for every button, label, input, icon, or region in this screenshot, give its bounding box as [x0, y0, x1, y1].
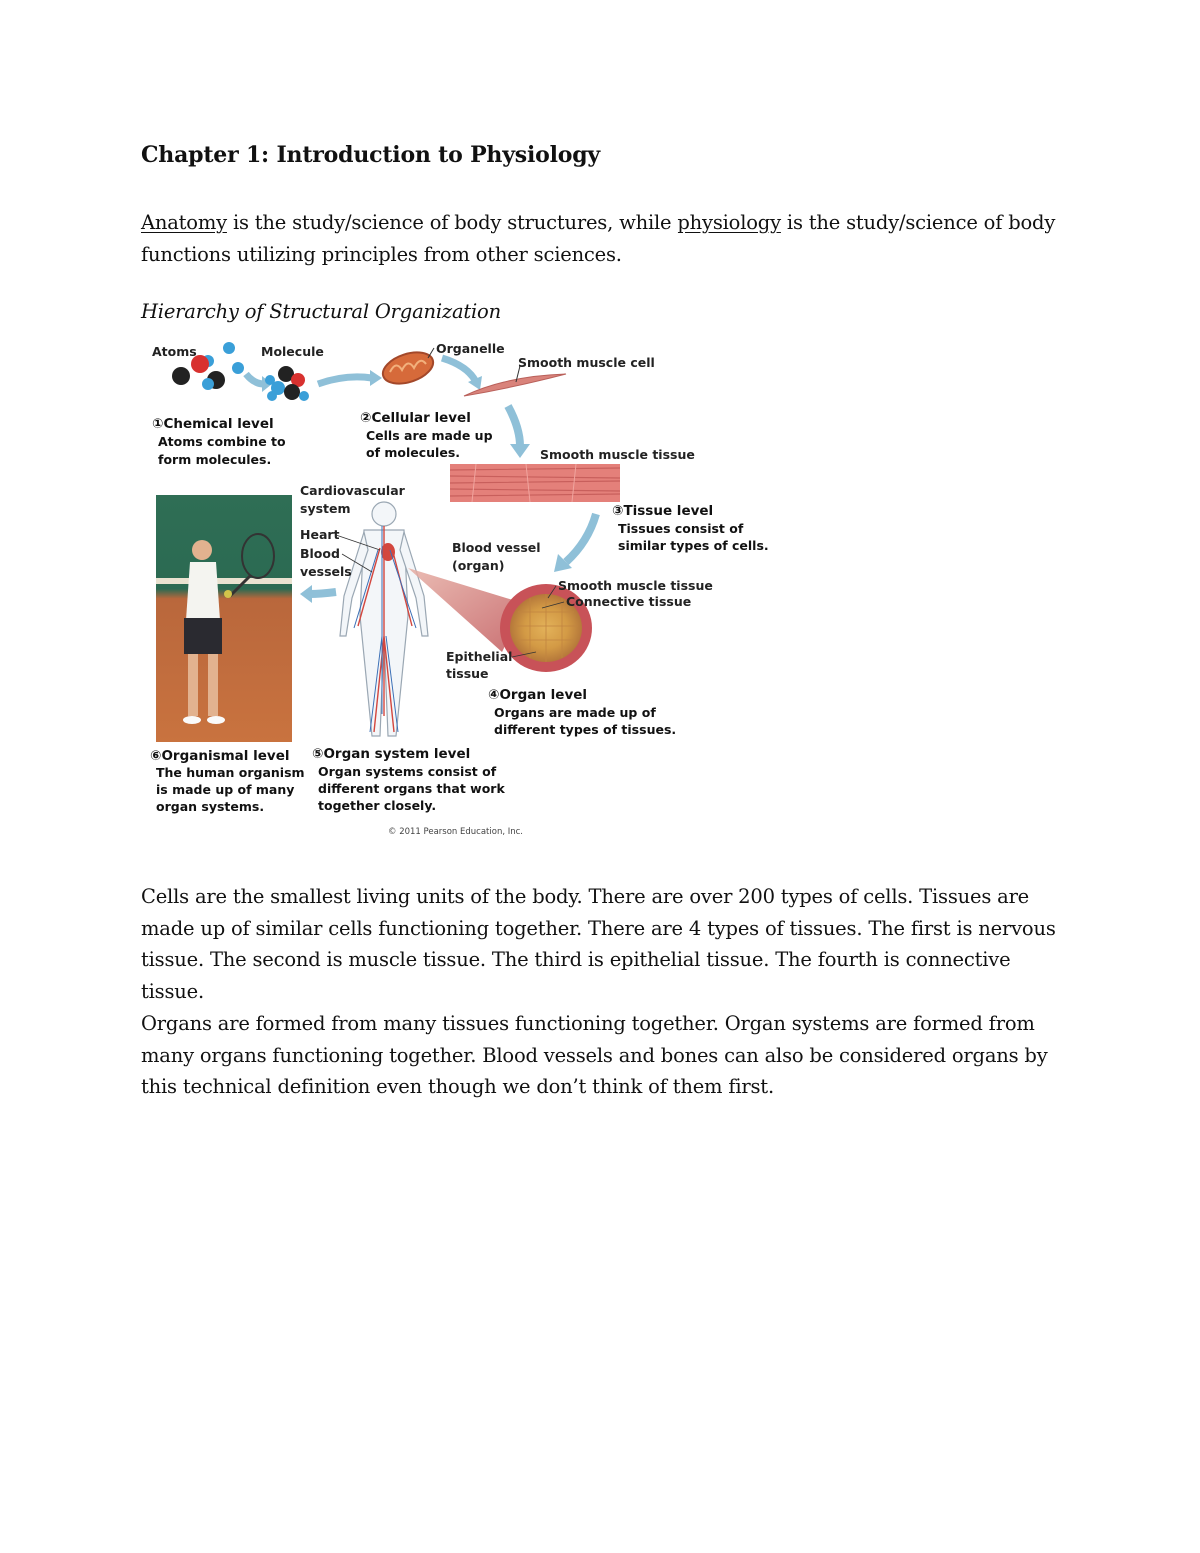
organ-level-desc-2: different types of tissues.: [494, 722, 677, 737]
physiology-term: physiology: [677, 211, 781, 234]
hierarchy-diagram: [146, 336, 776, 844]
smooth-muscle-cell-label: Smooth muscle cell: [518, 355, 655, 370]
epithelial-tissue-label-2: tissue: [446, 666, 489, 681]
blood-vessels-label-1: Blood: [300, 546, 340, 561]
anatomy-term: Anatomy: [141, 211, 227, 234]
molecule-illustration: [265, 366, 309, 401]
tennis-player-photo: [156, 495, 292, 742]
intro-paragraph: [141, 207, 1071, 270]
tissue-level-desc-1: Tissues consist of: [618, 521, 744, 536]
intro-text-2: is the study/science of body functions utilizing principles from other sciences.: [141, 211, 1056, 266]
organ-system-level-title: [312, 746, 470, 762]
organ-level-name: Organ level: [499, 687, 588, 703]
cellular-level-desc-1: Cells are made up: [366, 428, 493, 443]
cardiovascular-system-label-2: system: [300, 501, 351, 516]
figure-heading: Hierarchy of Structural Organization: [141, 300, 501, 323]
smooth-muscle-tissue-illustration: [450, 464, 620, 502]
organismal-level-number: ⑥: [150, 748, 162, 764]
cellular-level-name: Cellular level: [371, 410, 471, 426]
smooth-muscle-tissue-label: Smooth muscle tissue: [540, 447, 695, 462]
organelle-label: Organelle: [436, 341, 505, 356]
cellular-level-number: ②: [360, 410, 372, 426]
organs-paragraph: Organs are formed from many tissues functioning together. Organ systems are formed from many organs functioning together. Blood vessels and bones can also be considered organs by this technical definition even though we don’t think of them first.: [141, 1012, 1048, 1098]
tissue-level-number: ③: [612, 503, 624, 519]
copyright-text: © 2011 Pearson Education, Inc.: [388, 827, 523, 837]
cells-tissues-paragraph: Cells are the smallest living units of the body. There are over 200 types of cells. Tissues are made up of similar cells functioning together. There are 4 types of tissues. The first is nervous tissue. The second is muscle tissue. The third is epithelial tissue. The fourth is connective tissue.: [141, 885, 1056, 1003]
organ-level-title: [488, 687, 587, 703]
hierarchy-figure: [146, 336, 776, 844]
intro-text-1: is the study/science of body structures, while: [226, 211, 678, 234]
cardiovascular-system-label-1: Cardiovascular: [300, 483, 405, 498]
organismal-level-title: [150, 748, 290, 764]
chemical-level-title: [152, 416, 274, 432]
chemical-level-number: ①: [152, 416, 164, 432]
heart-label: Heart: [300, 527, 340, 542]
organelle-illustration: [379, 347, 437, 390]
blood-vessels-label-2: vessels: [300, 564, 352, 579]
chemical-level-name: Chemical level: [163, 416, 274, 432]
organ-system-level-desc-1: Organ systems consist of: [318, 764, 497, 779]
epithelial-tissue-label-1: Epithelial: [446, 649, 513, 664]
blood-vessel-organ-label-1: Blood vessel: [452, 540, 541, 555]
tissue-level-title: [612, 503, 713, 519]
cellular-level-desc-2: of molecules.: [366, 445, 461, 460]
tissue-level-desc-2: similar types of cells.: [618, 538, 769, 553]
organ-level-desc-1: Organs are made up of: [494, 705, 656, 720]
organ-system-level-desc-3: together closely.: [318, 798, 437, 813]
organ-system-level-number: ⑤: [312, 746, 324, 762]
chemical-level-desc-1: Atoms combine to: [158, 434, 286, 449]
cardiovascular-body-illustration: [340, 502, 428, 736]
organismal-level-desc-3: organ systems.: [156, 799, 265, 814]
organismal-level-desc-2: is made up of many: [156, 782, 295, 797]
chemical-level-desc-2: form molecules.: [158, 452, 272, 467]
atoms-label: Atoms: [152, 344, 197, 359]
organ-level-number: ④: [488, 687, 500, 703]
organ-system-level-name: Organ system level: [323, 746, 471, 762]
organ-system-level-desc-2: different organs that work: [318, 781, 505, 796]
tissue-level-name: Tissue level: [623, 503, 714, 519]
connective-tissue-label: Connective tissue: [566, 594, 692, 609]
blood-vessel-organ-label-2: (organ): [452, 558, 505, 573]
molecule-label: Molecule: [261, 344, 324, 359]
cellular-level-title: [360, 410, 471, 426]
chapter-title: Chapter 1: Introduction to Physiology: [141, 142, 601, 168]
smooth-muscle-tissue-2-label: Smooth muscle tissue: [558, 578, 713, 593]
organismal-level-desc-1: The human organism: [156, 765, 305, 780]
organismal-level-name: Organismal level: [161, 748, 290, 764]
